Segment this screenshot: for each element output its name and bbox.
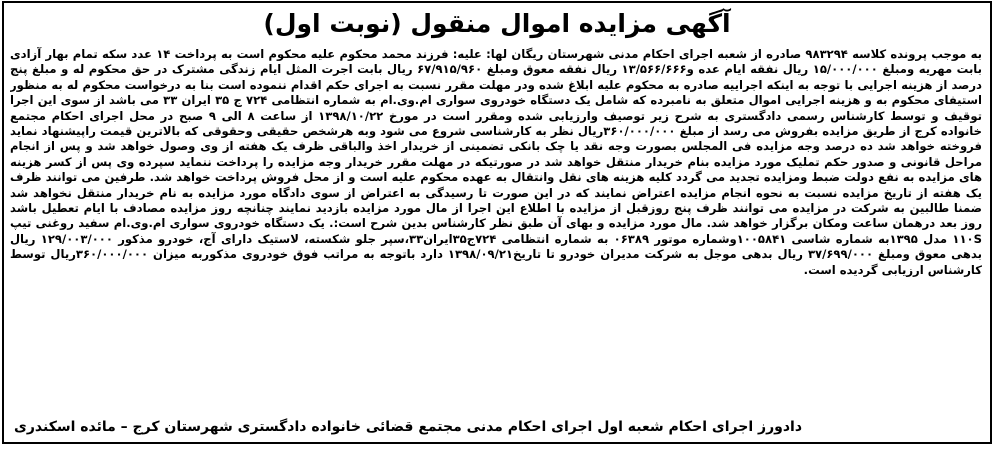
issuing-authority: دادورز اجرای احکام شعبه اول اجرای احکام مدنی مجتمع قضائی خانواده دادگستری شهرستان کرج – مائده اسکندری bbox=[14, 419, 803, 435]
notice-title: آگهی مزایده اموال منقول (نوبت اول) bbox=[263, 9, 731, 38]
notice-body: به موجب پرونده کلاسه ۹۸۳۲۹۴ صادره از شعبه اجرای احکام مدنی شهرستان ریگان لها: علیه: فرزند محمد محکوم علیه محکوم است به پرداخت ۱۴ عدد سکه تمام بهار آزادی بابت مهریه ومبلغ ۱۵/۰۰۰/۰۰۰ ریال نفقه ایام عده و۱۳/۵۶۶/۶۶۶ ریال نفقه معوق ومبلغ ۶۷/۹۱۵/۹۶۰ ریال بابت اجرت المثل ایام زندگی مشترک در حق محکوم له و مبلغ پنج درصد از هزینه اجرایی با توجه به اینکه اجراییه صادره به محکوم علیه ابلاغ شده ودر مهلت مقرر نسبت به اجرای حکم اقدام ننموده است بنا به درخواست محکوم له به منظور استیفای محکوم به و هزینه اجرایی اموال متعلق به نامبرده که شامل یک دستگاه خودروی سواری ام.وی.ام به شماره انتظامی ۷۲۴ ج ۳۵ ایران ۳۳ می باشد از سوی این اجرا توقیف و توسط کارشناس رسمی دادگستری به شرح زیر توصیف وارزیابی شده ومقرر است در مورخ ۱۳۹۸/۱۰/۲۲ از ساعت ۸ الی ۹ صبح در محل اجرای احکام مجتمع خانواده کرج از طریق مزایده بفروش می رسد از مبلغ ۳۶۰/۰۰۰/۰۰۰ریال نظر به کارشناسی شروع می شود وبه هرشخص حقیقی وحقوقی که بالاترین قیمت راپیشنهاد نماید فروخته خواهد شد ده درصد وجه مزایده فی المجلس بصورت وجه نقد یا چک بانکی تضمینی از خریدار اخذ والباقی ظرف یک هفته از وی وصول خواهد شد و پس از انجام مراحل قانونی و صدور حکم تملیک مورد مزایده بنام خریدار منتقل خواهد شد در صورتیکه در مهلت مقرر خریدار وجه مزایده را پرداخت ننماید سپرده وی پس از کسر هزینه های مزایده به نفع دولت ضبط ومزایده تجدید می گردد کلیه هزینه های نقل وانتقال به عهده محکوم علیه است و از محل فروش پرداخت خواهد شد. طرفین می توانند ظرف یک هفته از تاریخ مزایده نسبت به نحوه انجام مزایده اعتراض نمایند که در این صورت تا رسیدگی به اعتراض از سوی دادگاه مورد مزایده به نام خریدار منتقل نخواهد شد ضمنا طالبین به شرکت در مزایده می توانند ظرف پنج روزقبل از مزایده با اطلاع این اجرا از مال مورد مزایده بازدید نمایند چنانچه روز مزایده مصادف با ایام تعطیل باشد روز بعد درهمان ساعت ومکان برگزار خواهد شد. مال مورد مزایده و بهای آن طبق نظر کارشناس بدین شرح است:. یک دستگاه خودروی سواری ام.وی.ام سفید روغنی تیپ ۱۱۰S مدل ۱۳۹۵به شماره شاسی ۱۰۰۵۸۴۱وشماره موتور ۰۶۳۸۹ به شماره انتظامی ۷۲۴ج۳۵ایران۳۳،سپر جلو شکسته، لاستیک دارای آج، خودرو مذکور ۱۲۹/۰۰۳/۰۰۰ ریال بدهی معوق ومبلغ ۳۷/۶۹۹/۰۰۰ ریال بدهی موجل به شرکت مدیران خودرو تا تاریخ۱۳۹۸/۰۹/۲۱ دارد باتوجه به مراتب فوق خودروی مذکوربه میزان ۳۶۰/۰۰۰/۰۰۰ریال توسط کارشناس ارزیابی گردیده است. bbox=[10, 47, 982, 277]
notice-frame bbox=[2, 1, 992, 444]
signature-line bbox=[14, 418, 982, 436]
